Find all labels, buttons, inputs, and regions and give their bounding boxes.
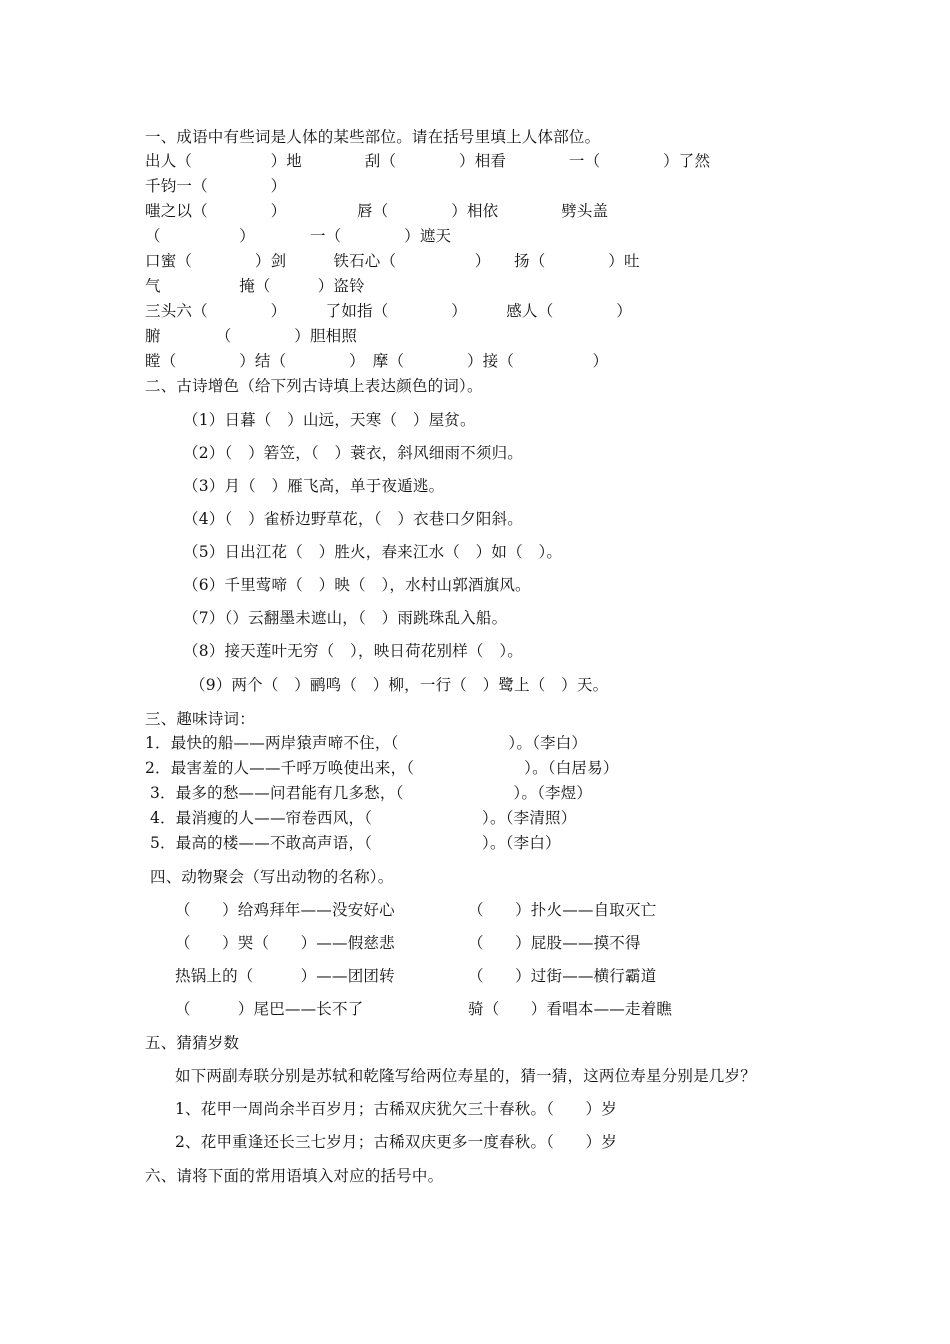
idiom-line: （ ） 一（ ）遮天	[145, 227, 452, 245]
poem-item: （5）日出江花（ ）胜火，春来江水（ ）如（ ）。	[183, 543, 563, 561]
animal-row	[468, 932, 808, 954]
animal-row	[468, 998, 808, 1020]
section6-heading: 六、请将下面的常用语填入对应的括号中。	[145, 1167, 444, 1185]
poem-item: （6）千里莺啼（ ）映（ ），水村山郭酒旗风。	[183, 576, 531, 594]
animal-item: （ ）屁股——摸不得	[468, 934, 641, 952]
poem-item: （4）（ ）雀桥边野草花，（ ）衣巷口夕阳斜。	[183, 510, 523, 528]
idiom-line: 嗤之以（ ） 唇（ ）相依 劈头盖	[145, 202, 609, 220]
animal-item: （ ）尾巴——长不了	[175, 1000, 364, 1018]
poem-item: （7）（）云翻墨未遮山，（ ）雨跳珠乱入船。	[183, 609, 508, 627]
animal-item: （ ）哭（ ）——假慈悲	[175, 934, 395, 952]
idiom-line: 口蜜（ ）剑 铁石心（ ） 扬（ ）吐	[145, 252, 640, 270]
section2-heading: 二、古诗增色（给下列古诗填上表达颜色的词）。	[145, 377, 483, 395]
animal-row	[468, 965, 808, 987]
idiom-line: 气 掩（ ）盗铃	[145, 277, 365, 295]
section3-heading: 三、趣味诗词：	[145, 710, 255, 728]
idiom-line: 三头六（ ） 了如指（ ） 感人（ ）	[145, 302, 632, 320]
section4-heading: 四、动物聚会（写出动物的名称）。	[150, 868, 394, 886]
fun-poem-item: 3．最多的愁——问君能有几多愁，（ ）。（李煜）	[150, 784, 593, 802]
idiom-line: 出人（ ）地 刮（ ）相看 一（ ）了然	[145, 152, 711, 170]
animal-item: （ ）扑火——自取灭亡	[468, 901, 657, 919]
idiom-line: 千钧一（ ）	[145, 177, 287, 195]
fun-poem-item: 4．最消瘦的人——帘卷西风，（ ）。（李清照）	[150, 809, 577, 827]
age-item: 1、花甲一周尚余半百岁月；古稀双庆犹欠三十春秋。（ ）岁	[175, 1100, 617, 1118]
fun-poem-item: 5．最高的楼——不敢高声语，（ ）。（李白）	[150, 834, 561, 852]
poem-item: （8）接天莲叶无穷（ ），映日荷花别样（ ）。	[183, 642, 523, 660]
animal-item: （ ）给鸡拜年——没安好心	[175, 901, 395, 919]
idiom-line: 腑 （ ）胆相照	[145, 327, 358, 345]
animal-item: 骑（ ）看唱本——走着瞧	[468, 1000, 673, 1018]
poem-item: （2）（ ）箬笠，（ ）蓑衣，斜风细雨不须归。	[183, 444, 523, 462]
fun-poem-item: 2．最害羞的人——千呼万唤使出来，（ ）。（白居易）	[145, 759, 619, 777]
section1-heading: 一、成语中有些词是人体的某些部位。请在括号里填上人体部位。	[145, 128, 601, 146]
idiom-line: 瞠（ ）结（ ） 摩（ ）接（ ）	[145, 352, 609, 370]
section5-heading: 五、猜猜岁数	[145, 1034, 240, 1052]
section5-intro: 如下两副寿联分别是苏轼和乾隆写给两位寿星的，猜一猜，这两位寿星分别是几岁？	[175, 1067, 756, 1085]
poem-item: （1）日暮（ ）山远，天寒（ ）屋贫。	[183, 411, 476, 429]
fun-poem-item: 1．最快的船——两岸猿声啼不住，（ ）。（李白）	[145, 734, 588, 752]
poem-item: （9）两个（ ）鹂鸣（ ）柳，一行（ ）鹭上（ ）天。	[190, 676, 609, 694]
animal-item: 热锅上的（ ）——团团转	[175, 967, 395, 985]
animal-item: （ ）过街——横行霸道	[468, 967, 657, 985]
age-item: 2、花甲重逢还长三七岁月；古稀双庆更多一度春秋。（ ）岁	[175, 1133, 617, 1151]
poem-item: （3）月（ ）雁飞高，单于夜遁逃。	[183, 477, 445, 495]
animal-row	[468, 899, 808, 921]
